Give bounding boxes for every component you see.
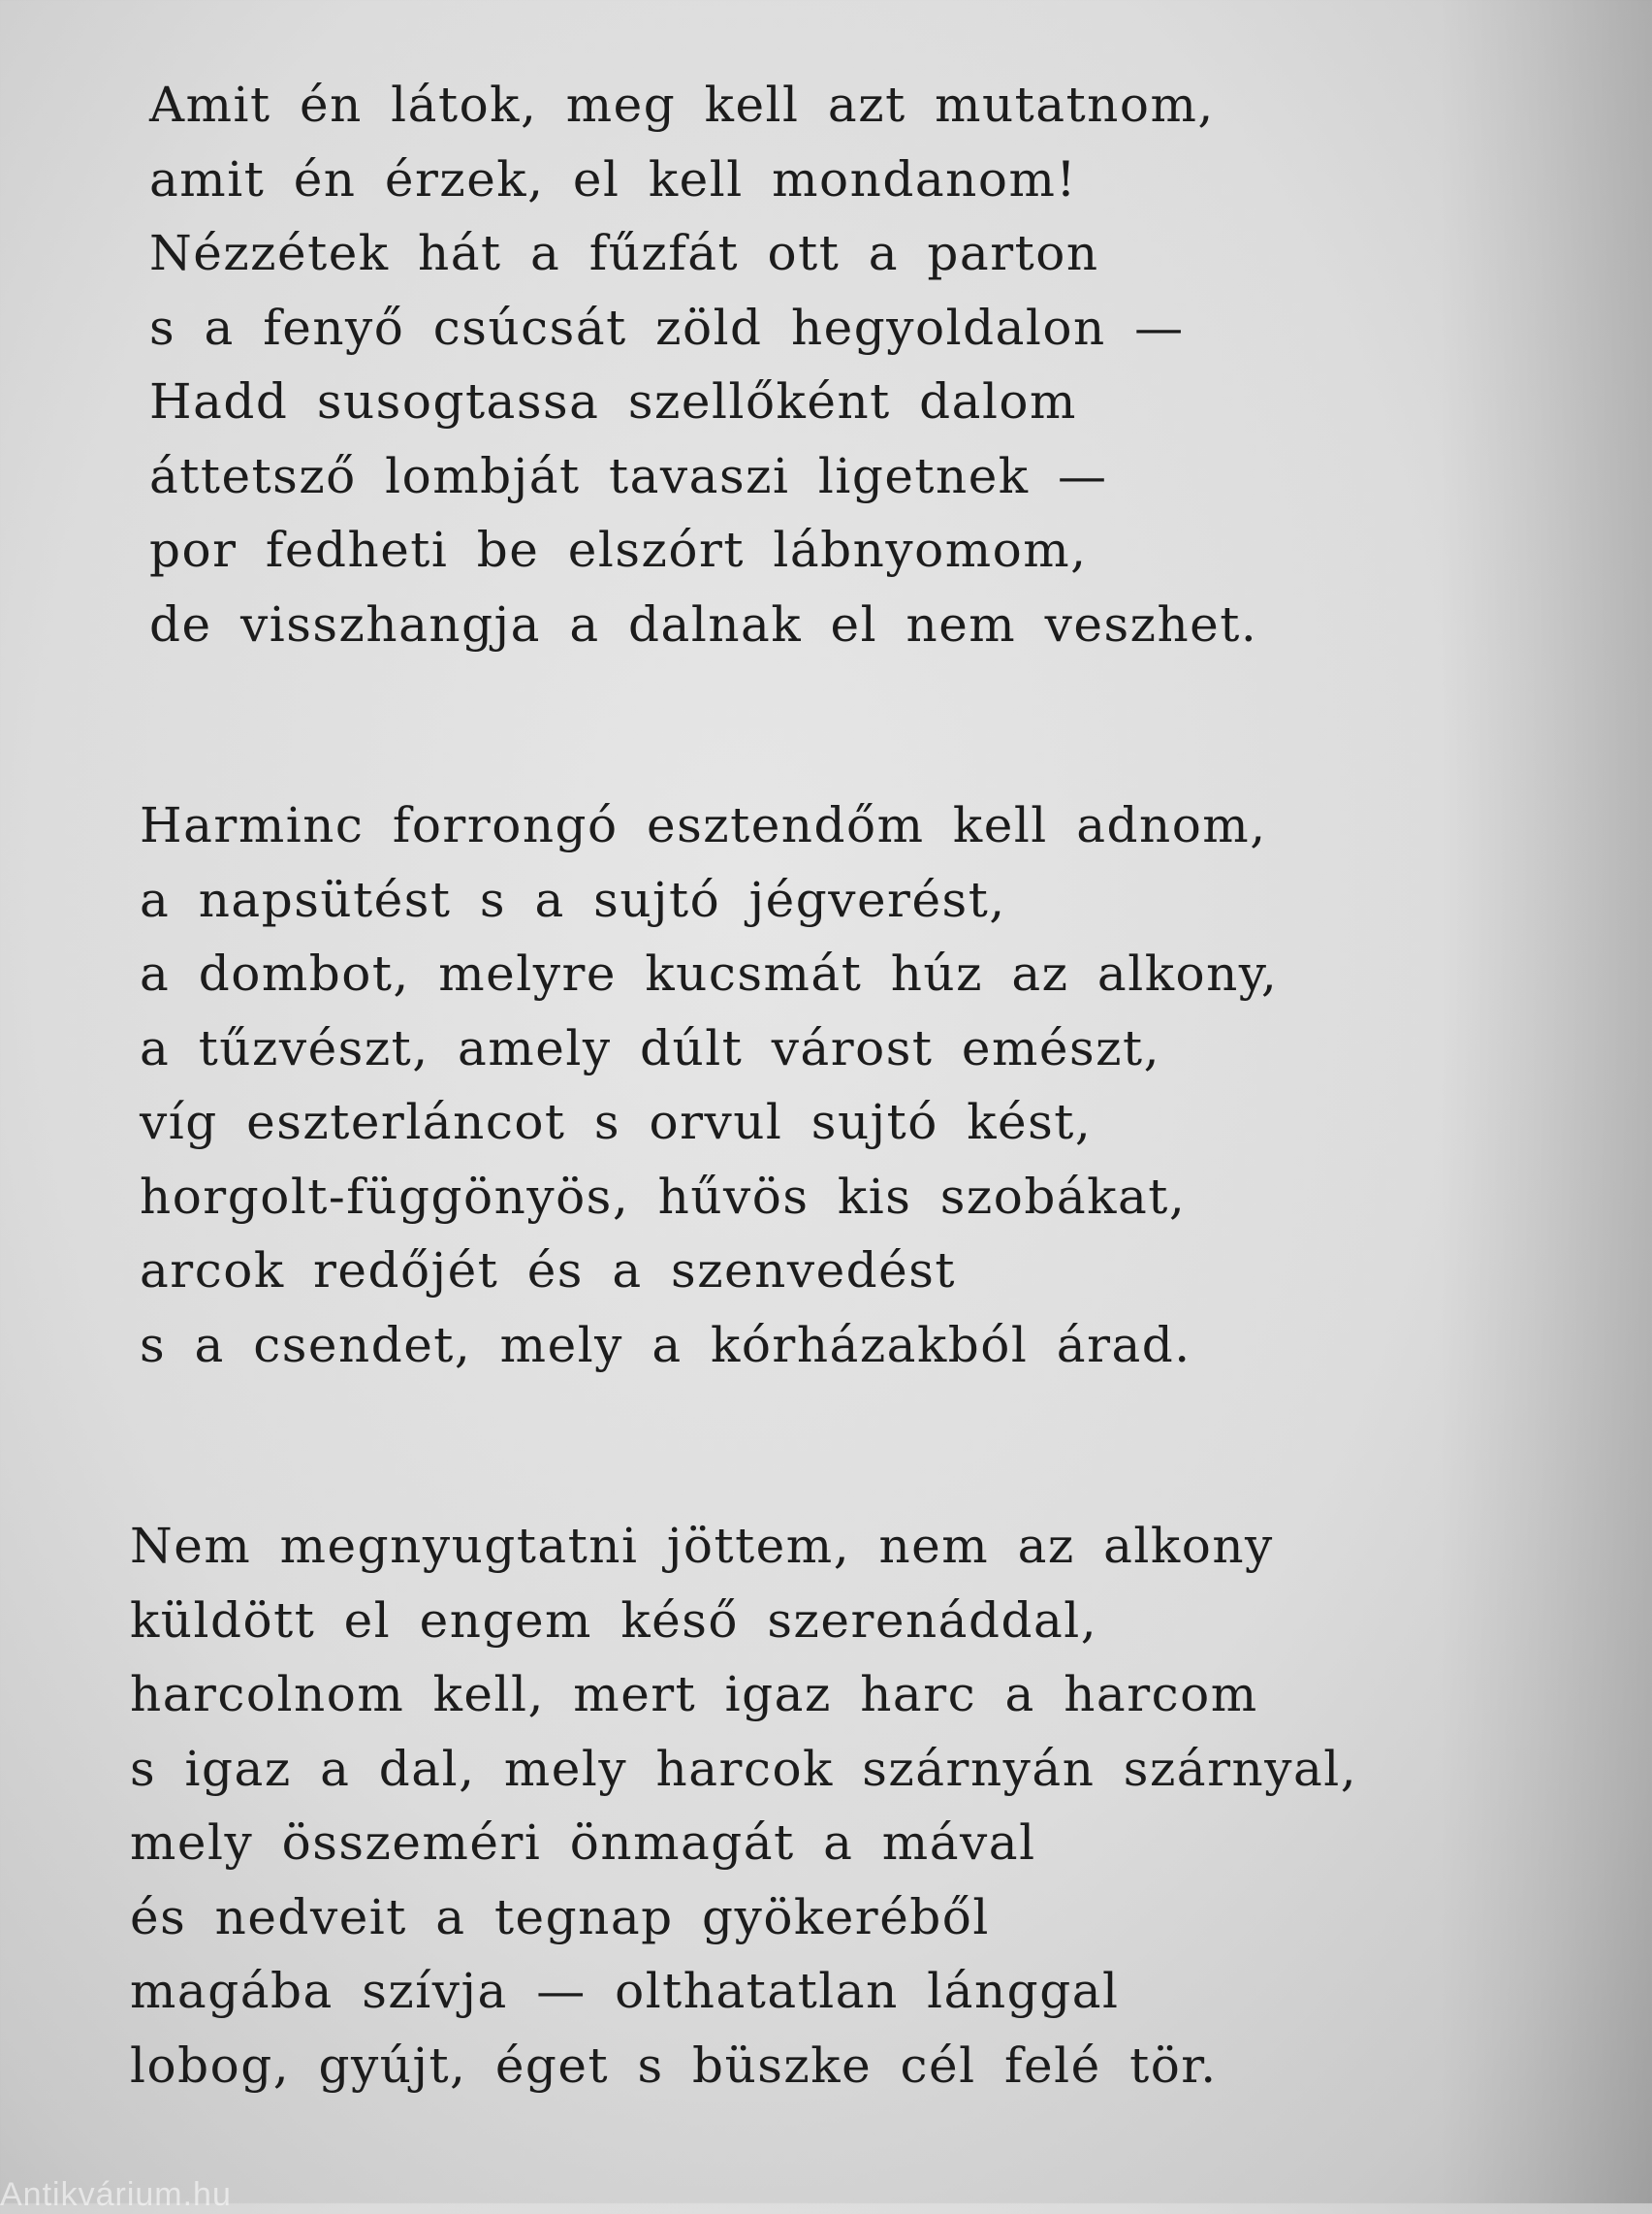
poem-line: és nedveit a tegnap gyökeréből bbox=[130, 1888, 990, 1945]
poem-line: víg eszterláncot s orvul sujtó kést, bbox=[140, 1094, 1093, 1150]
poem-line: arcok redőjét és a szenvedést bbox=[140, 1242, 957, 1299]
poem-line: s igaz a dal, mely harcok szárnyán szárnyal, bbox=[130, 1740, 1358, 1797]
poem-line: lobog, gyújt, éget s büszke cél felé tör. bbox=[130, 2037, 1218, 2094]
poem-line: Harminc forrongó esztendőm kell adnom, bbox=[140, 797, 1267, 853]
poem-line: a tűzvészt, amely dúlt várost emészt, bbox=[140, 1019, 1160, 1076]
poem-line: Nem megnyugtatni jöttem, nem az alkony bbox=[130, 1518, 1274, 1574]
stanza-3 bbox=[128, 1509, 1388, 2102]
poem-line: por fedheti be elszórt lábnyomom, bbox=[149, 522, 1088, 578]
page-edge-shadow bbox=[1439, 0, 1652, 2203]
poem-line: Nézzétek hát a fűzfát ott a parton bbox=[149, 225, 1099, 281]
poem-line: magába szívja — olthatatlan lánggal bbox=[130, 1963, 1120, 2019]
poem-line: horgolt-függönyös, hűvös kis szobákat, bbox=[140, 1168, 1187, 1225]
poem-line: de visszhangja a dalnak el nem veszhet. bbox=[149, 595, 1258, 653]
poem-line: s a csendet, mely a kórházakból árad. bbox=[140, 1316, 1191, 1373]
poem-line: áttetsző lombját tavaszi ligetnek — bbox=[149, 447, 1108, 504]
poem-line: harcolnom kell, mert igaz harc a harcom bbox=[130, 1666, 1258, 1722]
poem-line: Hadd susogtassa szellőként dalom bbox=[149, 373, 1077, 430]
poem-line: amit én érzek, el kell mondanom! bbox=[149, 150, 1077, 208]
poem bbox=[128, 68, 1388, 2102]
poem-line: Amit én látok, meg kell azt mutatnom, bbox=[149, 77, 1215, 133]
poem-line: s a fenyő csúcsát zöld hegyoldalon — bbox=[149, 299, 1185, 356]
stanza-1 bbox=[128, 68, 1388, 661]
poem-line: mely összeméri önmagát a mával bbox=[130, 1814, 1036, 1871]
stanza-2 bbox=[128, 788, 1388, 1382]
poem-line: a napsütést s a sujtó jégverést, bbox=[140, 871, 1006, 928]
poem-line: küldött el engem késő szerenáddal, bbox=[130, 1591, 1098, 1649]
watermark: Antikvárium.hu bbox=[0, 2176, 232, 2213]
poem-line: a dombot, melyre kucsmát húz az alkony, bbox=[140, 946, 1279, 1002]
